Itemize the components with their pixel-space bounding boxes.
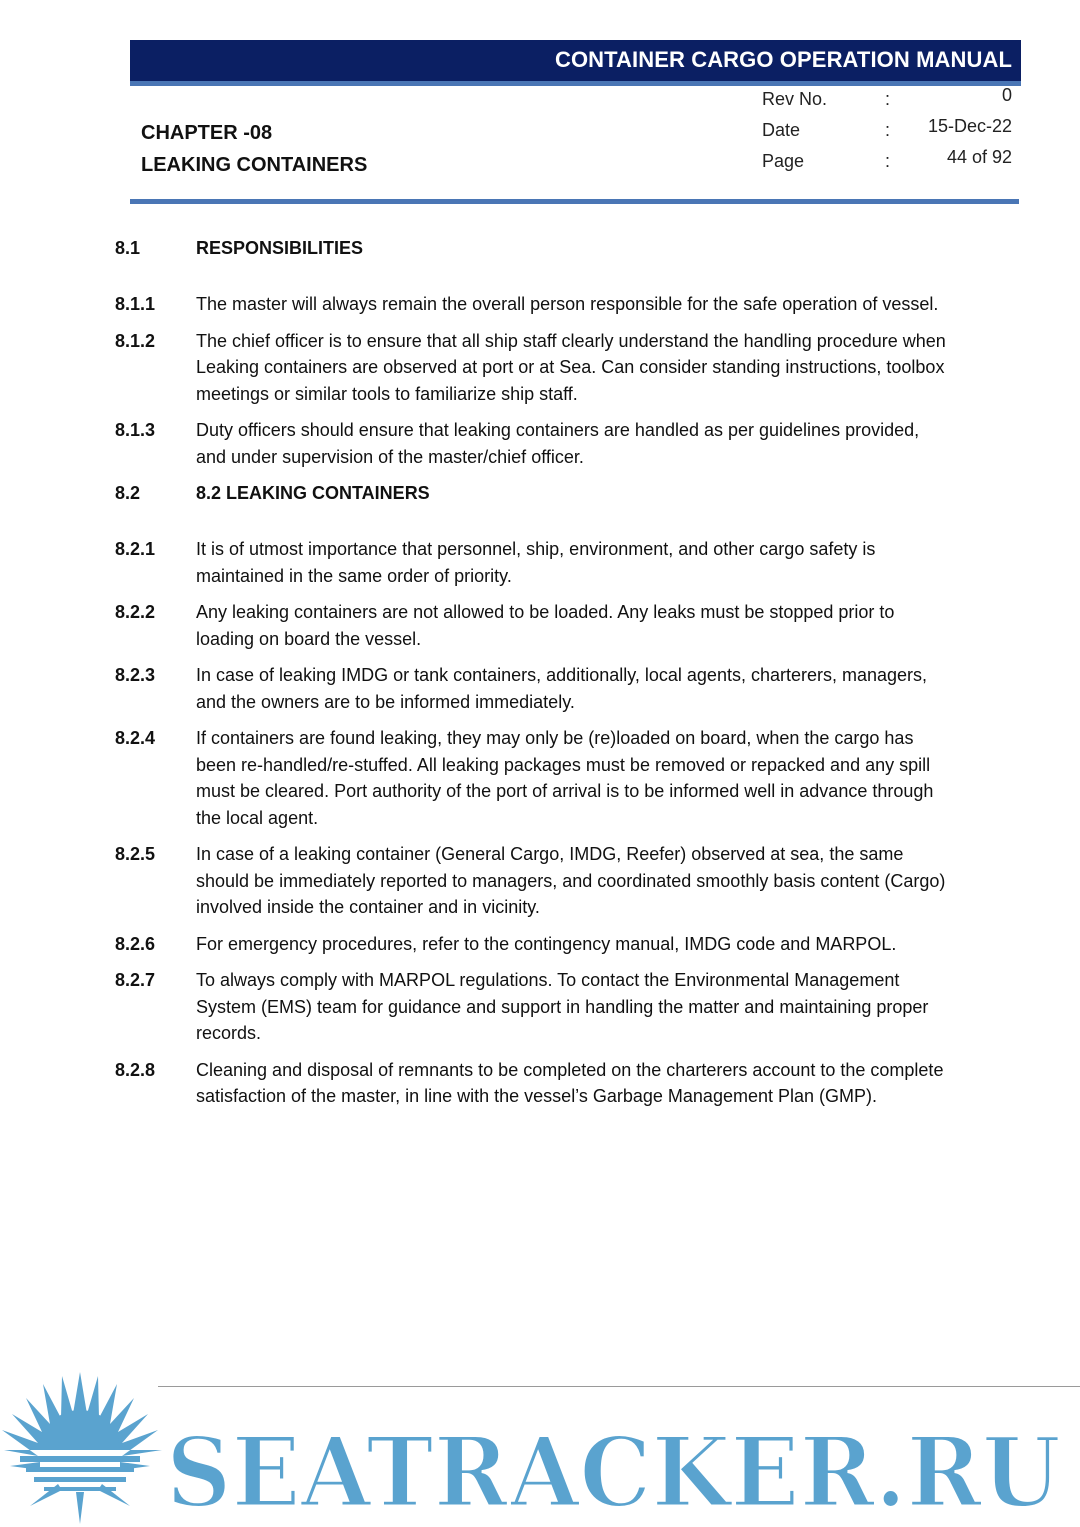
header-bar	[130, 40, 1021, 86]
item-text: In case of leaking IMDG or tank containers, additionally, local agents, charterers, managers, and the owners are to be informed immediately.	[196, 665, 928, 712]
meta-value: 15-Dec-22	[927, 116, 1012, 136]
section-heading-8-1	[115, 235, 955, 261]
item-text: Any leaking containers are not allowed to be loaded. Any leaks must be stopped prior to loading on board the vessel.	[196, 602, 895, 649]
section-title: 8.2 LEAKING CONTAINERS	[196, 483, 430, 503]
item-text: Duty officers should ensure that leaking containers are handled as per guidelines provided, and under supervision of the master/chief officer.	[196, 420, 920, 467]
item-text: The master will always remain the overall person responsible for the safe operation of vessel.	[196, 294, 939, 314]
section-number: 8.2	[115, 483, 141, 503]
chapter-heading	[141, 117, 367, 181]
document-body	[115, 235, 955, 1120]
meta-row-revision	[762, 85, 1014, 116]
list-item	[115, 725, 955, 831]
item-number: 8.2.5	[115, 844, 156, 864]
meta-value: 0	[1001, 85, 1012, 105]
item-number: 8.2.4	[115, 728, 156, 748]
item-text: In case of a leaking container (General Cargo, IMDG, Reefer) observed at sea, the same should be immediately reported to managers, and coordinated smoothly basis content (Cargo) involved inside the container and in vicinity.	[196, 844, 946, 917]
item-number: 8.2.7	[115, 970, 156, 990]
item-text: Cleaning and disposal of remnants to be completed on the charterers account to the complete satisfaction of the master, in line with the vessel’s Garbage Management Plan (GMP).	[196, 1059, 944, 1106]
sun-icon	[2, 1372, 162, 1524]
meta-label: Rev No.	[762, 89, 828, 109]
meta-row-date	[762, 116, 1014, 147]
document-meta	[762, 85, 1014, 178]
item-number: 8.1.1	[115, 294, 156, 314]
item-number: 8.2.6	[115, 933, 156, 954]
list-item	[115, 328, 955, 408]
item-number: 8.2.8	[115, 1059, 156, 1080]
item-number: 8.2.3	[115, 665, 156, 685]
list-item	[115, 536, 955, 589]
list-item	[115, 1057, 955, 1110]
meta-colon: :	[885, 120, 891, 140]
list-item	[115, 967, 955, 1047]
item-number: 8.1.3	[115, 420, 156, 440]
chapter-number: CHAPTER -08	[141, 122, 273, 144]
item-number: 8.1.2	[115, 330, 156, 351]
item-text: For emergency procedures, refer to the contingency manual, IMDG code and MARPOL.	[196, 933, 897, 954]
section-number: 8.1	[115, 238, 141, 258]
list-item	[115, 291, 955, 318]
chapter-title: LEAKING CONTAINERS	[141, 154, 368, 176]
meta-colon: :	[885, 151, 891, 171]
meta-colon: :	[885, 89, 891, 109]
meta-row-page	[762, 147, 1014, 178]
item-text: To always comply with MARPOL regulations. To contact the Environmental Management System (EMS) team for guidance and support in handling the matter and maintaining proper records.	[196, 970, 929, 1043]
list-item	[115, 931, 955, 958]
section-heading-8-2	[115, 480, 955, 506]
watermark-logo	[0, 1366, 1080, 1527]
list-item	[115, 662, 955, 715]
meta-label: Date	[762, 120, 801, 140]
header-divider	[130, 199, 1019, 204]
item-text: If containers are found leaking, they may only be (re)loaded on board, when the cargo has been re-handled/re-stuffed. All leaking packages must be removed or repacked and any spill must be cleared. Port authority of the port of arrival is to be informed well in advance through the local agent.	[196, 728, 934, 828]
list-item	[115, 417, 955, 470]
meta-label: Page	[762, 151, 805, 171]
section-title: RESPONSIBILITIES	[196, 238, 364, 258]
manual-title: CONTAINER CARGO OPERATION MANUAL	[554, 47, 1012, 72]
item-number: 8.2.2	[115, 602, 156, 622]
list-item	[115, 599, 955, 652]
item-text: The chief officer is to ensure that all ship staff clearly understand the handling procedure when Leaking containers are observed at port or at Sea. Can consider standing instructions, toolbox meetings or similar tools to familiarize ship staff.	[196, 330, 946, 404]
item-number: 8.2.1	[115, 539, 156, 559]
meta-value: 44 of 92	[946, 147, 1012, 167]
list-item	[115, 841, 955, 921]
item-text: It is of utmost importance that personnel, ship, environment, and other cargo safety is maintained in the same order of priority.	[196, 539, 876, 586]
watermark-text: SEATRACKER.RU	[166, 1416, 1061, 1527]
